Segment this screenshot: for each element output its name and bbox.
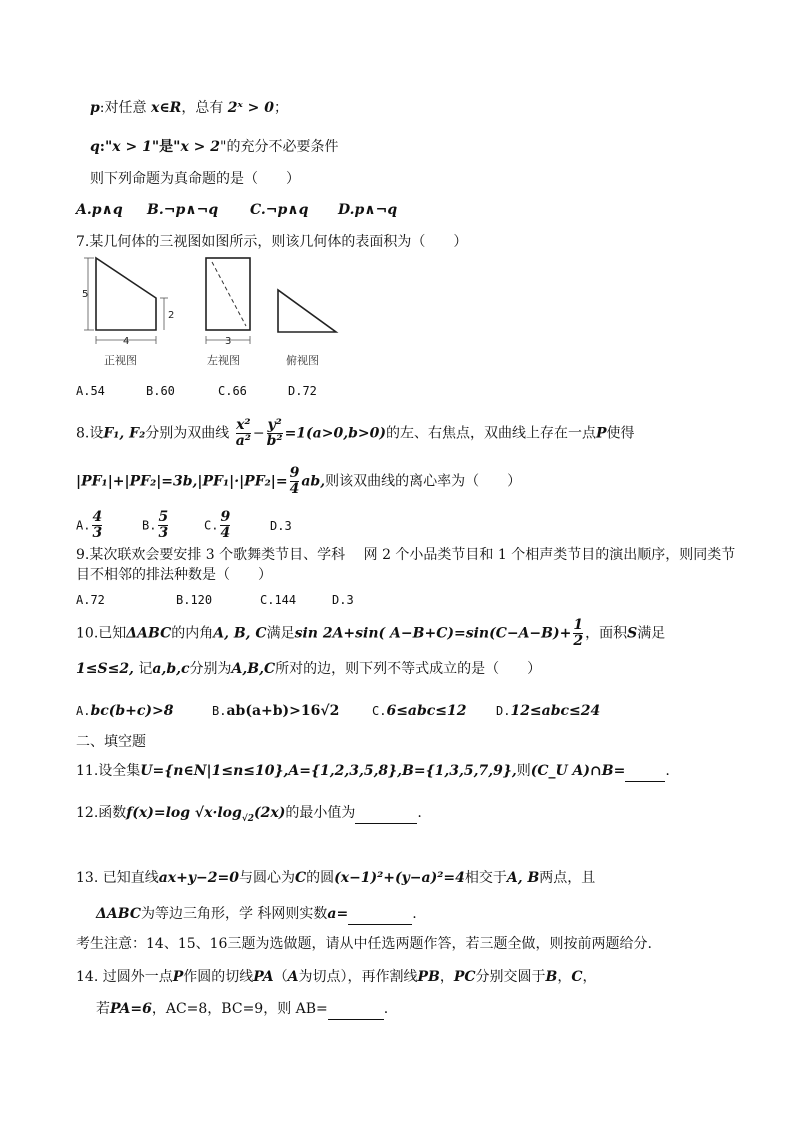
q6-option-b: B.¬p∧¬q bbox=[147, 202, 219, 218]
q9-line1: 9.某次联欢会要安排 3 个歌舞类节目、学科 网 2 个小品类节目和 1 个相声类节目的演出顺序，则同类节 bbox=[76, 547, 736, 563]
left-view bbox=[206, 258, 250, 330]
dim-left-width: 3 bbox=[225, 336, 232, 347]
q10-option-c: C.6≤abc≤12 bbox=[372, 703, 467, 719]
q13-answer-blank[interactable] bbox=[348, 904, 412, 925]
q6-prompt: 则下列命题为真命题的是（ ） bbox=[90, 171, 300, 187]
q6-option-c: C.¬p∧q bbox=[250, 202, 309, 218]
q12: 12.函数f(x)=log $√x\cdot\log_{√2}(2x)$的最小值为 . bbox=[76, 805, 422, 824]
statement-q: q:"x > 1"是"x > 2"的充分不必要条件 bbox=[90, 139, 339, 155]
statement-p: p:对任意 x∈R，总有 2ˣ > 0； bbox=[90, 100, 288, 116]
front-view bbox=[96, 258, 156, 330]
q7-option-c: C.66 bbox=[218, 384, 247, 398]
q12-answer-blank[interactable] bbox=[355, 803, 417, 824]
q14-line2: 若PA=6，AC=8，BC=9，则 AB= . bbox=[96, 999, 388, 1020]
q7-text: 7.某几何体的三视图如图所示，则该几何体的表面积为（ ） bbox=[76, 234, 468, 250]
q9-option-a: A.72 bbox=[76, 593, 105, 607]
dim-front-width: 4 bbox=[123, 336, 130, 347]
q10-option-a: A.bc(b+c)>8 bbox=[76, 703, 174, 719]
q10-option-d: D.12≤abc≤24 bbox=[496, 703, 601, 719]
q8-line1: 8.设F₁, F₂分别为双曲线 $\frac{\text{x²}}{\text{a²}}$ − $\frac{\text{y²}}{\text{b²}}$ =1(a>0,b>0)的左、右焦点，双曲线上存在一点P使得 bbox=[76, 417, 635, 449]
q13-line2: ΔABC为等边三角形，学 科网则实数a= . bbox=[96, 904, 417, 925]
q9-line2: 目不相邻的排法种数是（ ） bbox=[76, 567, 272, 583]
q8-line2: |PF₁|+|PF₂|=3b,|PF₁|·|PF₂|= $\frac{9}{4}$ ab,则该双曲线的离心率为（ ） bbox=[76, 465, 522, 497]
q14-line1: 14. 过圆外一点P作圆的切线PA（A为切点），再作割线PB，PC分别交圆于B，C， bbox=[76, 969, 597, 985]
dim-height: 5 bbox=[82, 289, 89, 300]
q13-line1: 13. 已知直线ax+y−2=0与圆心为C的圆(x−1)²+(y−a)²=4相交于A, B两点，且 bbox=[76, 870, 596, 886]
q10-line2: 1≤S≤2, 记a,b,c分别为A,B,C所对的边，则下列不等式成立的是（ ） bbox=[76, 661, 542, 677]
q8-option-c: C. $\frac{9}{4}$ bbox=[204, 509, 231, 541]
exam-note: 考生注意：14、15、16三题为选做题，请从中任选两题作答，若三题全做，则按前两题给分. bbox=[76, 936, 652, 952]
label-front-view: 正视图 bbox=[104, 354, 137, 367]
q6-option-d: D.p∧¬q bbox=[338, 202, 398, 218]
label-left-view: 左视图 bbox=[207, 354, 240, 367]
q8-option-d: D.3 bbox=[270, 519, 292, 533]
top-view bbox=[278, 290, 336, 332]
q7-option-a: A.54 bbox=[76, 384, 105, 398]
fraction-y2-b2: $\frac{\text{y²}}{\text{b²}}$ bbox=[266, 417, 283, 449]
label-top-view: 俯视图 bbox=[286, 354, 319, 367]
q9-option-d: D.3 bbox=[332, 593, 354, 607]
q8-option-a: A. $\frac{4}{3}$ bbox=[76, 509, 103, 541]
dim-small-height: 2 bbox=[168, 310, 175, 321]
q10-option-b: B.ab(a+b)>16√2 bbox=[212, 703, 340, 719]
q9-option-b: B.120 bbox=[176, 593, 213, 607]
q11: 11.设全集U={n∈N|1≤n≤10},A={1,2,3,5,8},B={1,3,5,7,9},则(C_U A)∩B= . bbox=[76, 761, 670, 782]
q6-option-a: A.p∧q bbox=[76, 202, 123, 218]
q7-option-b: B.60 bbox=[146, 384, 175, 398]
q10-line1: 10.已知ΔABC的内角A, B, C满足sin 2A+sin( A−B+C)=sin(C−A−B)+ $\frac{1}{2}$ ，面积S满足 bbox=[76, 617, 666, 649]
fraction-x2-a2: $\frac{\text{x²}}{\text{a²}}$ bbox=[235, 417, 251, 449]
three-view-figure bbox=[76, 252, 366, 376]
q9-option-c: C.144 bbox=[260, 593, 297, 607]
q14-answer-blank[interactable] bbox=[328, 999, 384, 1020]
q7-option-d: D.72 bbox=[288, 384, 317, 398]
p-label: p bbox=[90, 100, 100, 116]
q11-answer-blank[interactable] bbox=[625, 761, 665, 782]
fraction-1-2: $\frac{1}{2}$ bbox=[573, 617, 584, 649]
q-label: q bbox=[90, 139, 100, 155]
fraction-9-4: $\frac{9}{4}$ bbox=[289, 465, 300, 497]
section-heading: 二、填空题 bbox=[76, 734, 146, 750]
q8-option-b: B. $\frac{5}{3}$ bbox=[142, 509, 169, 541]
